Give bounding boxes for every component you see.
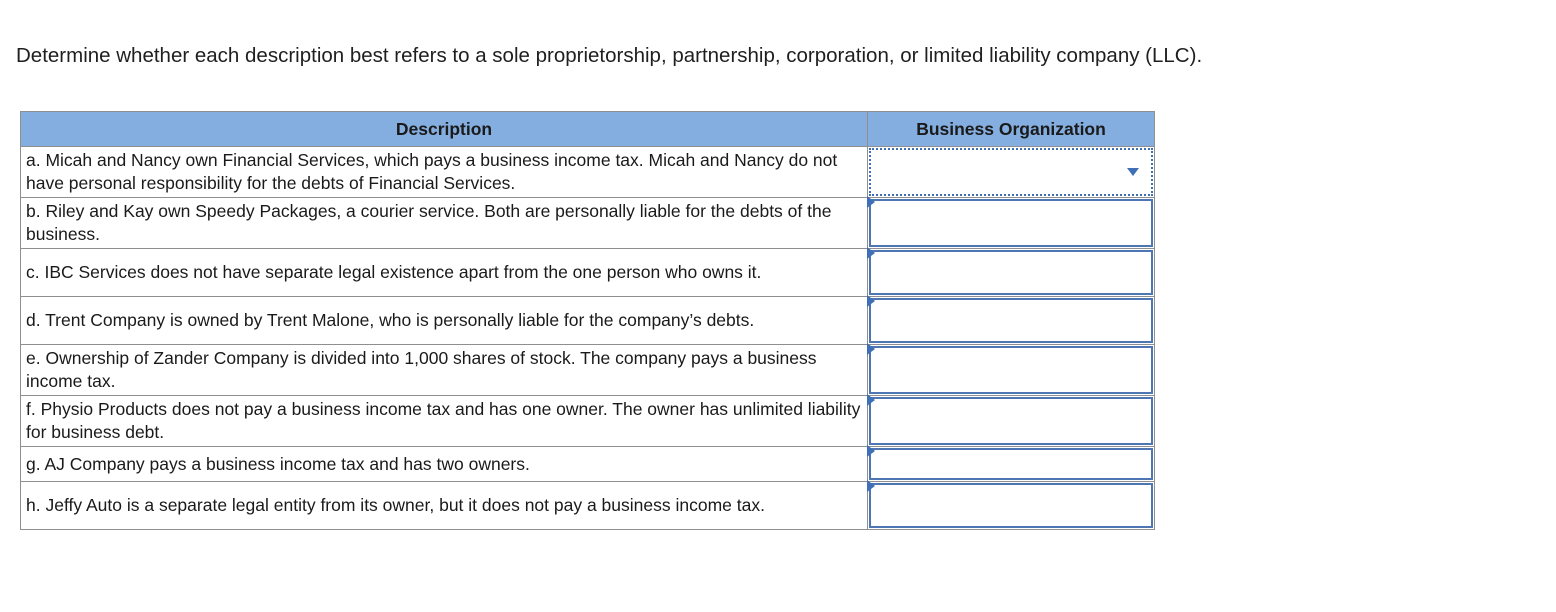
table-row [21,482,1155,530]
row-e-organization-dropdown[interactable] [869,346,1153,394]
row-e-description: e. Ownership of Zander Company is divided into 1,000 shares of stock. The company pays a business income tax. [21,345,868,396]
corner-marker-icon [867,480,875,492]
table-row [21,345,1155,396]
row-c-organization-dropdown[interactable] [869,250,1153,295]
row-f-organization-dropdown[interactable] [869,397,1153,445]
row-h-answer-cell [868,482,1155,530]
table-row [21,396,1155,447]
description-header: Description [21,112,868,147]
corner-marker-icon [867,196,875,208]
table-row [21,198,1155,249]
table-row [21,447,1155,482]
row-c-answer-cell [868,249,1155,297]
row-d-description: d. Trent Company is owned by Trent Malone, who is personally liable for the company’s debts. [21,297,868,345]
table-row [21,147,1155,198]
table-row [21,297,1155,345]
row-f-description: f. Physio Products does not pay a business income tax and has one owner. The owner has unlimited liability for business debt. [21,396,868,447]
row-a-answer-cell [868,147,1155,198]
caret-down-icon [1127,168,1139,176]
row-h-description: h. Jeffy Auto is a separate legal entity from its owner, but it does not pay a business income tax. [21,482,868,530]
row-e-answer-cell [868,345,1155,396]
row-g-answer-cell [868,447,1155,482]
row-f-answer-cell [868,396,1155,447]
row-a-description: a. Micah and Nancy own Financial Services, which pays a business income tax. Micah and Nancy do not have personal responsibility for the debts of Financial Services. [21,147,868,198]
corner-marker-icon [867,247,875,259]
row-b-answer-cell [868,198,1155,249]
row-c-description: c. IBC Services does not have separate legal existence apart from the one person who owns it. [21,249,868,297]
row-d-answer-cell [868,297,1155,345]
instructions-text: Determine whether each description best refers to a sole proprietorship, partnership, corporation, or limited liability company (LLC). [16,44,1203,67]
corner-marker-icon [867,394,875,406]
row-h-organization-dropdown[interactable] [869,483,1153,528]
table-row [21,249,1155,297]
business-organization-header: Business Organization [868,112,1155,147]
corner-marker-icon [867,343,875,355]
row-b-description: b. Riley and Kay own Speedy Packages, a courier service. Both are personally liable for the debts of the business. [21,198,868,249]
question-table [20,111,1155,530]
row-b-organization-dropdown[interactable] [869,199,1153,247]
table-header-row [21,112,1155,147]
row-g-organization-dropdown[interactable] [869,448,1153,480]
row-d-organization-dropdown[interactable] [869,298,1153,343]
corner-marker-icon [867,295,875,307]
row-a-organization-dropdown[interactable] [869,148,1153,196]
row-g-description: g. AJ Company pays a business income tax and has two owners. [21,447,868,482]
corner-marker-icon [867,445,875,457]
